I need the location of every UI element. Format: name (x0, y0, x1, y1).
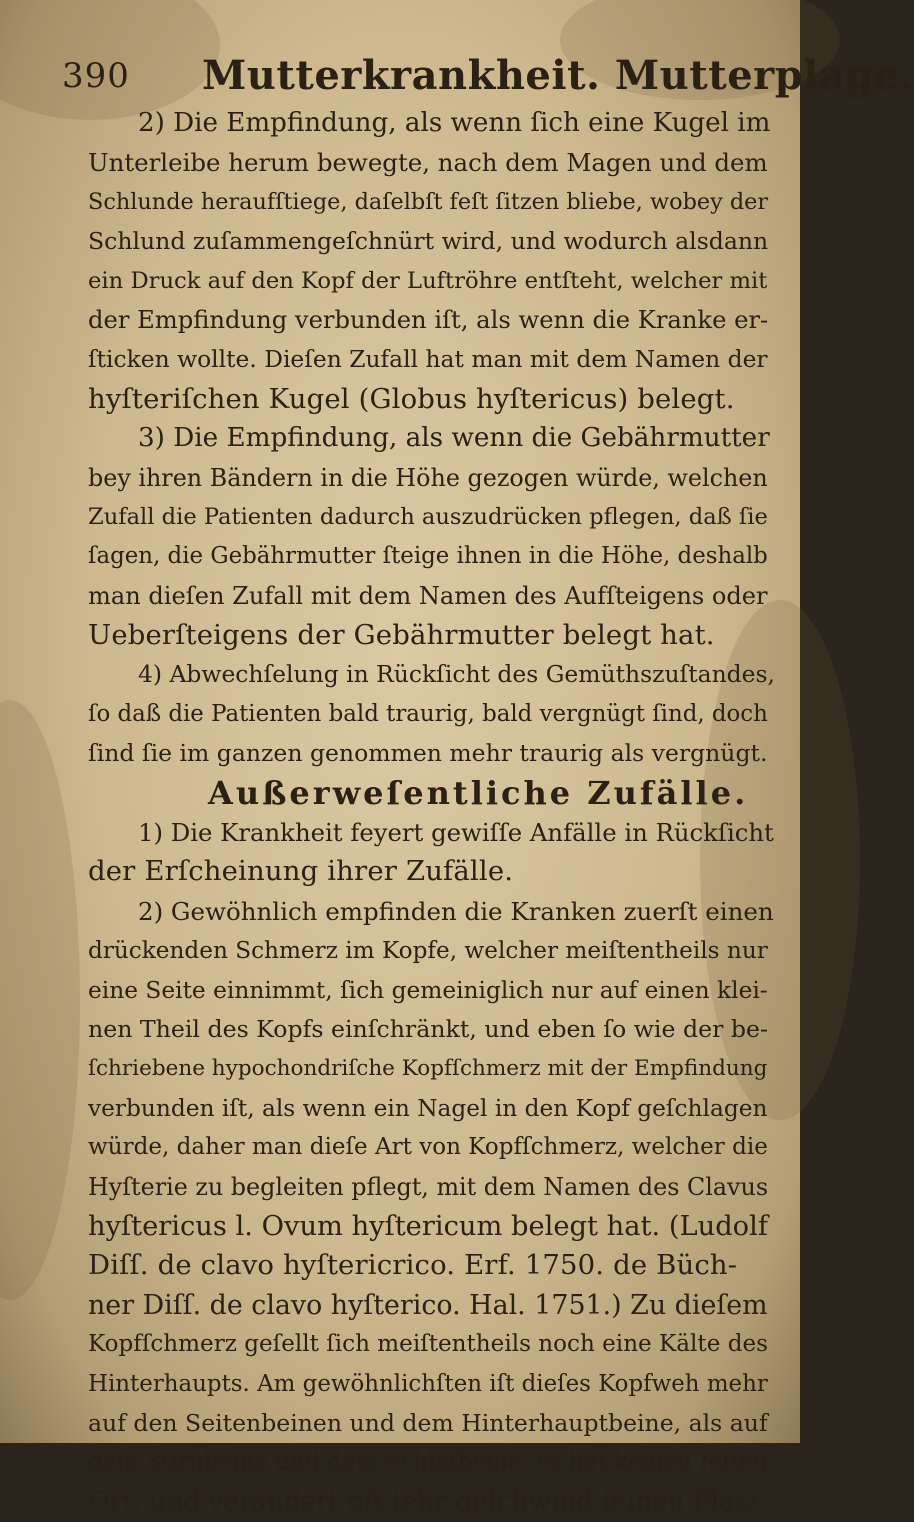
text-line: ein Druck auf den Kopf der Luftröhre entſteht, welcher mit (88, 267, 768, 294)
text-line: 1) Die Krankheit feyert gewiſſe Anfälle in Rückſicht (138, 818, 774, 848)
text-line: auf den Seitenbeinen und dem Hinterhauptbeine, als auf (88, 1408, 768, 1437)
text-line: 4) Abwechſelung in Rückſicht des Gemüthszuſtandes, (138, 660, 775, 689)
section-heading: Außerweſentliche Zufälle. (208, 773, 749, 812)
text-line: ſo daß die Patienten bald traurig, bald vergnügt ſind, doch (88, 700, 768, 727)
paper-stain (0, 700, 80, 1300)
text-line: ſticken wollte. Dieſen Zufall hat man mit dem Namen der (88, 345, 768, 374)
text-line: der Erſcheinung ihrer Zufälle. (88, 855, 514, 888)
text-line: Schlunde heraufſtiege, daſelbſt feſt ſitzen bliebe, wobey der (88, 188, 769, 215)
text-line: Diſſ. de clavo hyſtericrico. Erf. 1750. de Büch- (88, 1249, 738, 1282)
text-line: bey ihren Bändern in die Höhe gezogen würde, welchen (88, 463, 768, 492)
text-line: dem Stirnbeine und dem Schlafbeine, es hat keinen feſten (88, 1449, 768, 1476)
text-line: der Empfindung verbunden iſt, als wenn die Kranke er- (88, 305, 769, 334)
text-line: würde, daher man dieſe Art von Kopfſchmerz, welcher die (88, 1134, 768, 1161)
body-text (88, 104, 775, 1522)
text-line: Hyſterie zu begleiten pflegt, mit dem Namen des Clavus (88, 1172, 769, 1201)
page-header (62, 52, 914, 104)
text-line: verbunden iſt, als wenn ein Nagel in den Kopf geſchlagen (88, 1094, 768, 1122)
text-line: man dieſen Zufall mit dem Namen des Aufſteigens oder (88, 581, 768, 610)
text-line: Kopfſchmerz geſellt ſich meiſtentheils noch eine Kälte des (88, 1331, 768, 1358)
text-line: eine Seite einnimmt, ſich gemeiniglich nur auf einen klei- (88, 976, 768, 1004)
running-title: Mutterkrankheit. Mutterplage. (202, 52, 914, 99)
text-line: 3) Die Empfindung, als wenn die Gebährmutter (138, 423, 770, 454)
text-line: ſchriebene hypochondriſche Kopfſchmerz mit der Empfindung (88, 1056, 768, 1082)
text-line: Unterleibe herum bewegte, nach dem Magen und dem (88, 148, 768, 178)
text-line: 2) Gewöhnlich empfinden die Kranken zuerſt einen (138, 896, 774, 926)
text-line: ſagen, die Gebährmutter ſteige ihnen in die Höhe, deshalb (88, 543, 768, 570)
text-line: drückenden Schmerz im Kopfe, welcher meiſtentheils nur (88, 937, 768, 965)
text-line: nen Theil des Kopfs einſchränkt, und eben ſo wie der be- (88, 1014, 768, 1043)
text-line: Zufall die Patienten dadurch auszudrücken pflegen, daß ſie (88, 503, 768, 530)
text-line: 2) Die Empfindung, als wenn ſich eine Kugel im (138, 108, 771, 138)
text-line: Hinterhaupts. Am gewöhnlichſten iſt dieſes Kopfweh mehr (88, 1370, 768, 1397)
text-line: Ort, und verändert oft ſehr geſchwind ſeinen Platz. (88, 1486, 768, 1517)
text-line: hyſteriſchen Kugel (Globus hyſtericus) belegt. (88, 382, 735, 415)
text-line: Schlund zuſammengeſchnürt wird, und wodurch alsdann (88, 227, 769, 256)
text-line: ner Diſſ. de clavo hyſterico. Hal. 1751.) Zu dieſem (88, 1289, 768, 1321)
text-line: hyſtericus l. Ovum hyſtericum belegt hat. (Ludolf (88, 1210, 768, 1242)
text-line: Ueberſteigens der Gebährmutter belegt hat. (88, 619, 715, 652)
text-line: ſind ſie im ganzen genommen mehr traurig als vergnügt. (88, 739, 768, 768)
page-number: 390 (62, 56, 130, 96)
